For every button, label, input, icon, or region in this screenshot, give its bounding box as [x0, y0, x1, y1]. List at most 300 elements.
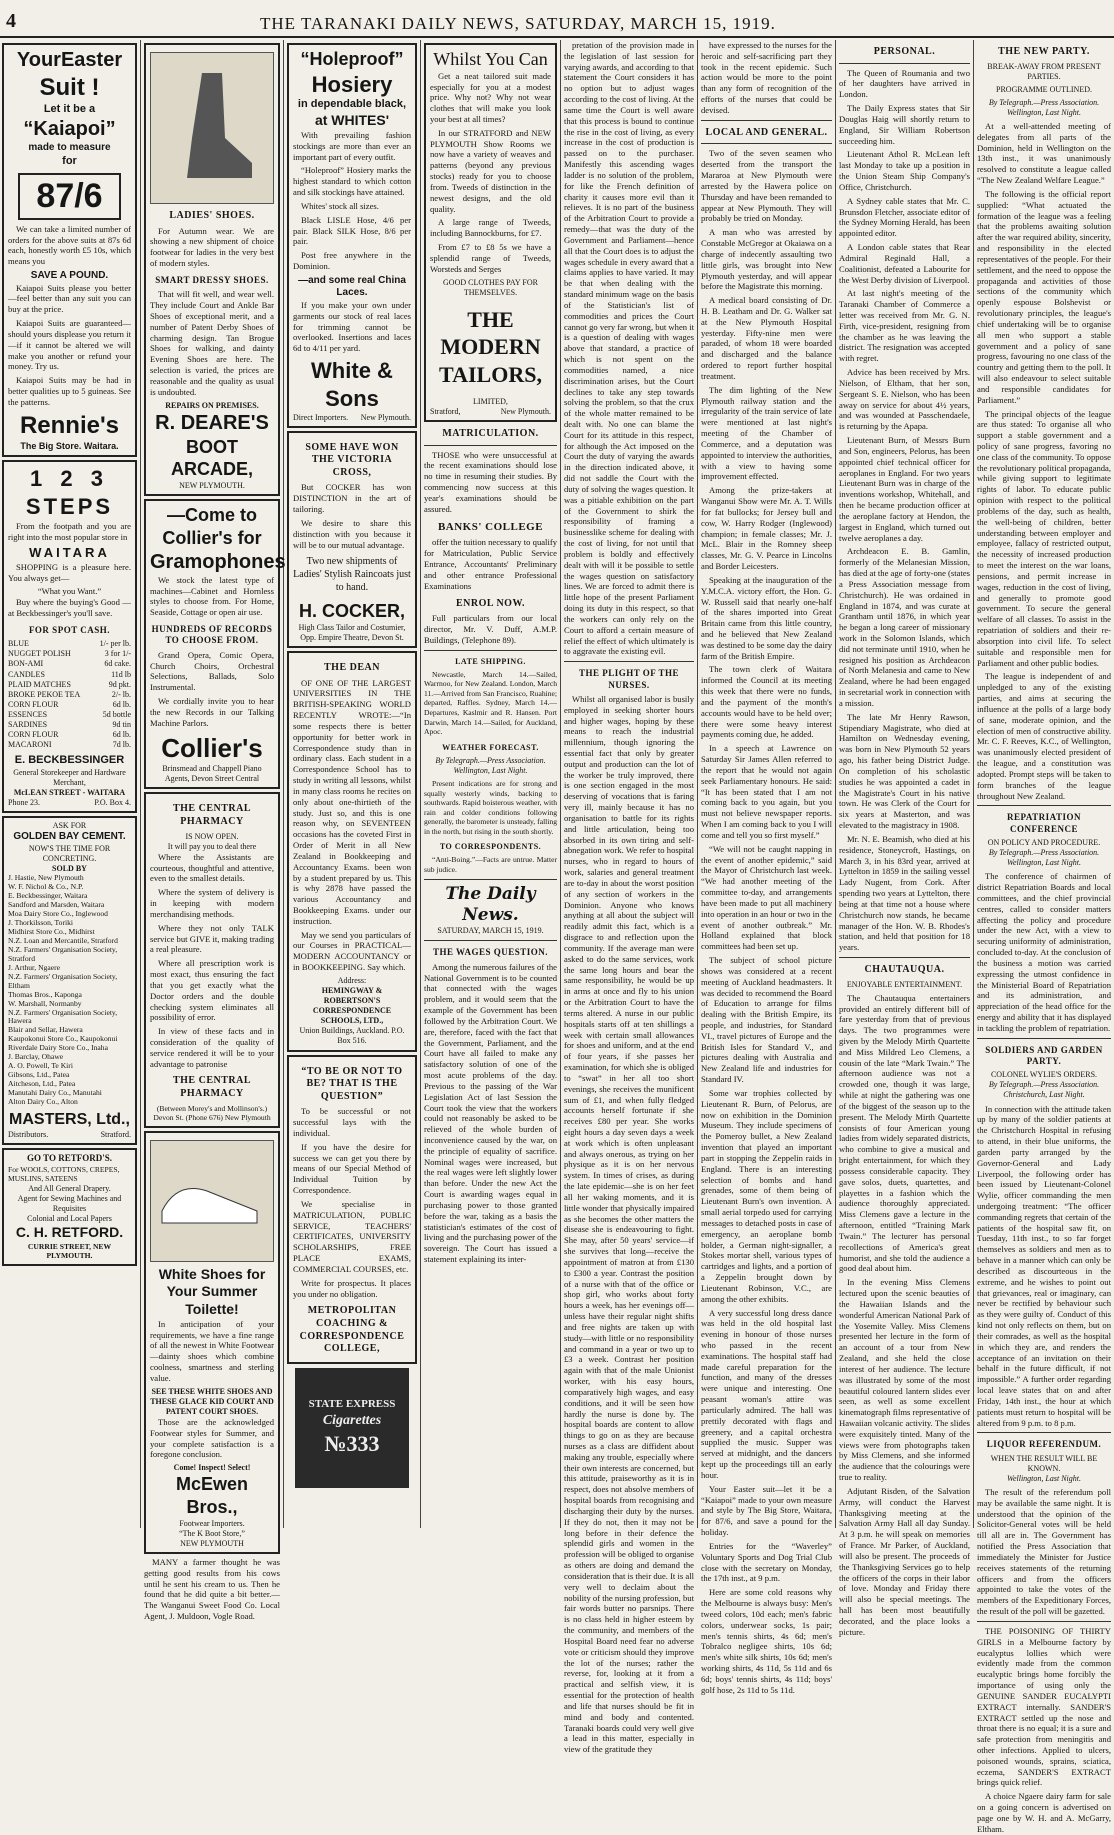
ad-text: ASK FOR — [52, 821, 87, 831]
price-row — [8, 710, 131, 720]
seller: J. Arthur, Ngaere — [8, 962, 60, 972]
dateline: By Telegraph.—Press Association. Christchurch, Last Night. — [988, 1080, 1100, 1100]
divider — [977, 1621, 1111, 1622]
seller: E. Beckbessinger, Waitara — [8, 891, 88, 901]
ad-text: for — [62, 155, 77, 168]
news-item: Archdeacon E. B. Gamlin, formerly of the Melanesian Mission, has died at the age of forty-one (states a Press Association message from Christchurch). He was ordained in England in 1874, and was curate at Grantham until 1876, in which year he began a long career of missionary work in the Solomon Islands, which did not terminate until 1910, when he resigned his position as Archdeacon of North Melanesia and came to New Zealand, where he had been engaged in secretarial work in connection with a mission. — [839, 546, 971, 708]
ad-subhead: SMART DRESSY SHOES. — [155, 274, 269, 285]
ad-text: IS NOW OPEN. — [185, 831, 239, 841]
article-body: The Chautauqua entertainers provided an entirely different bill of fare yesterday from that of previous days. The two programmes were given by the Melody Mirth Quartette and Miss Mildred Leo Clemens, a cousin of the late “Mark Twain.” The afternoon audience was not a crowded one, though it was large, while at night the gathering was one of the biggest of the season up to the present. The Melody Mirth Quartette consists of four American young ladies from widely separated districts, who combine to give a musical and bright entertainment, for which they possess considerable capacity. They gave solos, duets, quartettes, and playettes in a fashion which the audience thoroughly appreciated. Miss Clemens gave a lecture in the afternoon, entitled “Training Mark Twain.” The lecturer has personal recollections of America's great humorist, and she told the audience a good deal about him. — [839, 992, 970, 1274]
ad-body: OF ONE OF THE LARGEST UNIVERSITIES IN THE BRITISH-SPEAKING WORLD RECENTLY WROTE:—“In some respects there is better opportunity for better work in Correspondence study than in ordinary class. Each student in a Correspondence School has to study in writing all lessons, whilst in many class rooms he recites on only about one-thirtieth of the study. Just so, and this is one reason why, on SEVENTEEN occasions has the coveted First in Order of Merit in all New Zealand in Bookkeeping and Accountancy Exams. been won by a student prepared by us. This is why 2878 have passed the various Accountancy and Bookkeeping Exams. under our instruction. — [293, 677, 411, 926]
price-row — [8, 639, 131, 649]
ad-body: But COCKER has won DISTINCTION in the art of tailoring. — [293, 482, 411, 515]
ad-body: We desire to share this distinction with you because it will be to our mutual advantage. — [293, 517, 411, 550]
ad-body: Kaiapoi Suits are guaranteed—should yours displease you return it—if it cannot be altered we will make you another or refund your money. Try us. — [8, 318, 131, 372]
divider — [424, 650, 557, 651]
ad-text: Come! Inspect! Select! — [173, 1463, 251, 1473]
seller: N.Z. Farmers' Organisation Society, Stratford — [8, 944, 118, 963]
article-heading: LOCAL AND GENERAL. — [705, 126, 828, 138]
divider — [839, 957, 970, 958]
seller: Sandford and Marsden, Waitara — [8, 900, 105, 910]
seller: J. Hastie, New Plymouth — [8, 873, 84, 883]
ad-body: Grand Opera, Comic Opera, Church Choirs, Orchestral Selections, Ballads, Solo Instrumental. — [150, 649, 274, 693]
ad-body: Black LISLE Hose, 4/6 per pair. Black SILK Hose, 8/6 per pair. — [293, 214, 411, 247]
store-name: BANKS' COLLEGE — [437, 520, 544, 533]
ad-place: WAITARA — [29, 545, 110, 561]
article-body: The following is the official report supplied: “What actuated the formation of the league was a feeling that the problems awaiting solution after the war required ability, sincerity, and responsibility in the elected representatives of the people. For their settlement, and the need to oppose the propaganda and activities of those sections of the community which openly espouse Bolshevist or revolutionary principles, the league's chief undertaking will be to organise all men who support a stable government and a policy of sane progress, favouring no one class of the country and getting them to the poll. It will also endeavour to select suitable and responsible candidates for Parliament.” — [977, 188, 1111, 405]
item-name: BLUE — [8, 639, 29, 649]
mcewen-ad — [144, 1131, 280, 1554]
ad-body: We specialise in MATRICULATION, PUBLIC SERVICE, TEACHERS' CERTIFICATES, UNIVERSITY SCHOLARSHIPS, FREE PLACE EXAMS, COMMERCIAL COURSES, etc. — [293, 1198, 411, 1274]
cig-number: №333 — [324, 1430, 380, 1456]
article-heading: LIQUOR REFERENDUM. — [986, 1439, 1102, 1450]
ad-body: From £7 to £8 5s we have a splendid range of Tweeds, Worsteds and Serges — [430, 242, 551, 274]
store-sub: “The K Boot Store,” — [179, 1528, 245, 1538]
retford-ad — [2, 1148, 137, 1266]
small-ad: MANY a farmer thought he was getting good results from his cows until he sent his cream to us. Then he found that he did quite a bit better.—The Wanganui Sweet Food Co. Local Agent, J. Muldoon, Vogle Road. — [144, 1556, 280, 1621]
column-8 — [977, 40, 1111, 1834]
store-sub: General Storekeeper and Hardware Merchant, — [13, 767, 126, 788]
ad-text: GOOD CLOTHES PAY FOR THEMSELVES. — [443, 277, 538, 297]
store-name: E. BECKBESSINGER — [14, 754, 125, 767]
item-name: BON-AMI — [8, 659, 44, 669]
news-item: A London cable states that Rear Admiral Reginald Hall, a Coalitionist, defeated a Labourite for the West Derby division of Liverpool. — [839, 242, 970, 285]
article-heading: CHAUTAUQUA. — [864, 964, 945, 976]
dateline: Wellington, Last Night. — [1007, 1473, 1081, 1483]
pharmacy-ad — [144, 792, 280, 1127]
article-heading: REPATRIATION CONFERENCE — [1006, 812, 1081, 834]
article-subheading: PROGRAMME OUTLINED. — [996, 84, 1092, 94]
seller: Riverdale Dairy Store Co., Inaha — [8, 1043, 108, 1053]
news-item: The Daily Express states that Sir Douglas Haig will shortly return to England, Sir William Robertson succeeding him. — [839, 103, 970, 146]
shoe-illustration — [150, 1140, 274, 1262]
article-body: “Anti-Boing.”—Facts are untrue. Matter sub judice. — [424, 855, 557, 874]
item-price: 7d lb. — [112, 740, 131, 750]
news-item: Entries for the “Waverley” Voluntary Sports and Dog Trial Club close with the secretary on Monday, the 17th inst., at 9 p.m. — [701, 1540, 832, 1584]
column-2 — [144, 40, 286, 1621]
modern-tailors-ad — [424, 43, 557, 422]
ad-body: Post free anywhere in the Dominion. — [293, 250, 411, 271]
news-item: A very successful long dress dance was held in the old hospital last evening in honour of those nurses who passed in the recent examinations. The hospital staff had made careful preparation for the function, and many of the dresses were unique and interesting. One peasant woman's attire was particularly admired. The hall was prettily decorated with flags and greenery, and a capital orchestra supplied the music. Supper was served at midnight, and the dancers kept up the proceedings till an early hour. — [701, 1307, 832, 1480]
seller: Alton Dairy Co., Alton — [8, 1097, 78, 1107]
ad-text: Colonial and Local Papers — [27, 1213, 112, 1223]
item-price: 3 for 1/- — [104, 649, 131, 659]
ad-text: Agent for Sewing Machines and Requisites — [17, 1193, 122, 1213]
article-body: At a well-attended meeting of delegates from all parts of the Dominion, held in Wellington on the 13th inst., it was unanimously resolved to constitute a league called “The New Zealand Welfare League.” — [977, 120, 1111, 186]
ad-subhead: HUNDREDS OF RECORDS TO CHOOSE FROM. — [151, 624, 273, 646]
ad-body: Get a neat tailored suit made especially for you at a modest price. Why not? Why not wear clothes that will make you look your best at all times? — [430, 70, 551, 124]
ad-body: Where they not only TALK service but GIVE it, making trading a real pleasure. — [150, 922, 274, 955]
ad-body: If you have the desire for success we can get you there by means of our Special Method of Individual Tuition by Correspondence. — [293, 1141, 411, 1196]
item-name: MACARONI — [8, 740, 52, 750]
ad-body: We can take a limited number of orders for the above suits at 87s 6d each, honestly worth £5 10s, which means you — [8, 223, 131, 267]
store-name: Collier's — [161, 732, 263, 763]
store-addr: (Between Morey's and Mollinson's.) Devon St. (Phone 676) New Plymouth — [153, 1103, 271, 1123]
news-item: The dim lighting of the New Plymouth railway station and the irregularity of the train service of late were mentioned at last night's meeting of the Chamber of Commerce, and a deputation was appointed to interview the authorities, with a view to having some improvement effected. — [701, 384, 832, 482]
divider — [424, 879, 557, 880]
metropolitan-ad — [287, 1055, 417, 1364]
dateline: By Telegraph.—Press Association. Wellington, Last Night. — [435, 755, 546, 775]
ad-body: Kaiapoi Suits please you better—feel better than any suit you can buy at the price. — [8, 282, 131, 315]
kaiapoi-ad — [2, 43, 137, 457]
price-row — [8, 670, 131, 680]
ad-headline: in dependable black, — [297, 98, 407, 111]
shoe-icon — [157, 1171, 267, 1231]
column-rule — [140, 40, 141, 1528]
cig-brand: STATE EXPRESS — [308, 1398, 396, 1411]
ad-body: SHOPPING is a pleasure here. You always get— — [8, 561, 131, 583]
store-name: Rennie's — [19, 411, 120, 439]
item-name: BROKE PEKOE TEA — [8, 689, 81, 699]
store-sub: The Big Store. Waitara. — [20, 441, 119, 451]
ad-headline: GOLDEN BAY CEMENT. — [13, 831, 126, 843]
column-rule — [835, 40, 836, 1528]
seller: Aitcheson, Ltd., Patea — [8, 1079, 76, 1089]
store-phone: Phone 23. — [8, 798, 40, 808]
ad-body: A large range of Tweeds, including Bannockburns, for £7. — [430, 217, 551, 239]
article-body: Among the numerous failures of the National Government is to be counted that connected with the wages problem, and it would seem that the example of the Government has been followed by the Arbitration Court. We are, therefore, faced with the fact that the Government, Parliament, and the Court have all failed to make any satisfactory solution of one of the most acute problems of the day. Previous to the passing of the War Legislation Act of last Session the Court took the view that the workers could not reasonably be asked to be relieved of the whole burden of inconvenience caused by the war, on the principle of equality of sacrifice. Nominal wages were increased, but the real wages were left slightly lower than before. Under the new Act the Court is awarding wages equal in purchasing power to those granted before the war, taking as a basis the statistician's estimates of the cost of living and the purchasing power of the sovereign. The Court has issued a statement explaining its inter- — [424, 961, 557, 1265]
store-place: NEW PLYMOUTH. — [179, 481, 245, 491]
column-rule — [283, 40, 284, 1528]
paper-nameplate: The Daily News. — [445, 883, 536, 925]
article-body: In connection with the attitude taken up by many of the soldier patients at the Christchurch Hospital in refusing to attend, in their blue uniforms, the garden party arranged by the Governor-General and Lady Liverpool, the following order has been issued by Lieutenant-Colonel Wylie, officer commanding the men undergoing treatment: “The officer commanding regrets that certain of the patients of the hospital saw fit, on Tuesday, 11th inst., to so far forget themselves as soldiers and men as to behave in a manner which can only be described as discourteous in the extreme, and he wishes to point out that grievances, real or imaginary, can never be rectified by behaviour such as they were guilty of. Conduct of this kind not only reflects on them, but on their comrades, as well as the hospital in which they are, and renders the acceptance of an invitation on their behalf in the future difficult, if not impossible.” A further order regarding local leave states that on and after Friday, 14th inst., the hour at which patients must return to hospital will be altered from 9 p.m. to 8 p.m. — [977, 1103, 1111, 1428]
article-heading: PERSONAL. — [873, 46, 936, 57]
price-row — [8, 720, 131, 730]
news-item: Mr. N. E. Beamish, who died at his residence, Stoneycroft, Hastings, on March 3, in his 83rd year, arrived at Lyttelton in 1859 in the sailing vessel Lady Nugent, from Cork. After spending two years at Lyttelton, there being at that time not a house where Christchurch now stands, he became manager of the Hon. W. B. Rhodes's station, and held that position for 18 years. — [839, 833, 970, 953]
article-body: Present indications are for strong and squally westerly winds, backing to southwards. Rapid boisterous weather, with rain and colder conditions following generally, the barometer is unsteady, falling in the north, but rising in the south shortly. — [424, 778, 557, 836]
store-place: NEW PLYMOUTH — [180, 1538, 244, 1548]
news-item: A medical board consisting of Dr. H. B. Leatham and Dr. G. Walker sat at the New Plymouth Hospital yesterday. Fifty-nine men were paraded, of whom 18 were boarded and discharged and the balance ordered to report further hospital treatment. — [701, 295, 832, 381]
column-rule — [420, 40, 421, 1528]
news-item: Some war trophies collected by Lieutenant R. Burn, of Pelorus, are now on exhibition in the Dominion Museum. They include specimens of the Pomeroy bullet, a New Zealand invention that played an important part in stopping the Zeppelin raids in England. There is an interesting selection of bombs and hand grenades, some of them being of Lieutenant Burn's own invention. A small aerial torpedo used for carrying messages to detached posts in case of emergency, an aeroplane bomb holder, a German night-signaller, a Stokes mortar shell, various types of cartridges and lights, and a portion of a Zeppelin brought down by Lieutenant Robinson, V.C., are among the other exhibits. — [701, 1087, 832, 1304]
news-item: A Sydney cable states that Mr. C. Brunsdon Fletcher, associate editor of the Sydney Morning Herald, has been appointed editor. — [839, 195, 970, 239]
ad-text: NOW'S THE TIME FOR CONCRETING. — [28, 843, 111, 864]
ad-subhead: Two new shipments of Ladies' Stylish Raincoats just to hand. — [293, 556, 411, 593]
item-name: CORN FLOUR — [8, 699, 59, 709]
store-name: BOOT ARCADE, — [170, 436, 253, 480]
shoe-illustration — [150, 52, 274, 204]
ad-headline: White Shoes for — [158, 1265, 266, 1282]
ad-headline: THE CENTRAL PHARMACY — [172, 803, 251, 827]
ad-headline: Gramophones — [150, 550, 286, 573]
column-rule — [560, 40, 561, 1528]
ad-subhead: —and some real China Laces. — [298, 274, 406, 299]
item-name: CANDLES — [8, 669, 45, 679]
ad-body: Write for prospectus. It places you under no obligation. — [293, 1277, 411, 1299]
ad-subhead: SAVE A POUND. — [30, 270, 109, 282]
brand-name: MASTERS, Ltd., — [9, 1110, 130, 1128]
column-1 — [2, 40, 137, 1524]
store-name: METROPOLITAN COACHING & CORRESPONDENCE COLLEGE, — [299, 1305, 405, 1355]
item-price: 5d bottle — [102, 709, 131, 719]
article-body: The conference of chairmen of district Repatriation Boards and local committees, and the chief provincial centres, called to consider matters affecting the policy and procedure under the new Act, with a view to securing uniformity of administration, concluded to-day. At the conclusion of the business a motion was carried expressing the utmost confidence in the Ministerial Board of Repatriation and its administration, and appreciation of the head office for the energy and ability that it has displayed in tackling the problem of repatriation. — [977, 871, 1111, 1033]
ad-body: THOSE who were unsuccessful at the recent examinations should lose no time in resuming their studies. By commencing now success at this year's examinations should be assured. — [424, 449, 557, 514]
column-7 — [839, 40, 971, 1637]
column-5 — [564, 40, 694, 1755]
item-price: 11d lb — [111, 669, 131, 679]
news-item: Lieutenant Athol R. McLean left last Monday to take up a position in the Union Steam Ship Company's Office, Christchurch. — [839, 149, 970, 192]
item-price: 1/- per lb. — [99, 639, 131, 649]
ad-headline: 1 2 3 — [30, 466, 109, 492]
article-subheading: ENJOYABLE ENTERTAINMENT. — [846, 979, 963, 989]
seller: Blair and Sellar, Hawera — [8, 1025, 83, 1035]
news-item: A man who was arrested by Constable McGregor at Okaiawa on a charge of indecently assaulting two little girls, was brought into New Plymouth yesterday, and will appear before the Magistrate this morning. — [701, 227, 832, 292]
personal-news-list — [839, 68, 970, 953]
store-sub: LIMITED, — [473, 396, 508, 406]
store-place: New Plymouth. — [500, 406, 551, 416]
local-news-list — [701, 148, 832, 1695]
price-row — [8, 740, 131, 750]
article-subheading: COLONEL WYLIE'S ORDERS. — [990, 1070, 1098, 1080]
store-name: McEwen Bros., — [175, 1474, 249, 1517]
small-ad: A choice Ngaere dairy farm for sale on a going concern is advertised on page one by W. H. and A. McGarry, Eltham. — [977, 1791, 1111, 1834]
paper-date: SATURDAY, MARCH 15, 1919. — [437, 926, 544, 936]
item-name: ESSENCES — [8, 709, 48, 719]
seller: J. Barclay, Ohawe — [8, 1052, 64, 1062]
seller: N.Z. Farmers' Organisation Society, Eltham — [8, 971, 118, 990]
seller: Moa Dairy Store Co., Inglewood — [8, 909, 108, 919]
cement-ad — [2, 816, 137, 1145]
news-item: At last night's meeting of the Taranaki Chamber of Commerce a letter was received from Mr. G. N. Firth, vice-president, resigning from the chamber as he was leaving the district. The resignation was accepted with regret. — [839, 288, 970, 364]
item-name: PLAID MATCHES — [8, 679, 71, 689]
ad-body: From the footpath and you are right into the most popular store in — [8, 520, 131, 542]
ad-headline: Whilst You Can — [433, 49, 548, 69]
price-row — [8, 649, 131, 659]
item-price: 9d pkt. — [108, 679, 131, 689]
page-number: 4 — [6, 10, 16, 32]
cocker-ad — [287, 431, 417, 648]
store-name: R. DEARE'S — [155, 411, 269, 434]
ad-headline: SOME HAVE WON THE VICTORIA CROSS, — [305, 441, 399, 478]
masthead-rule — [0, 36, 1114, 38]
ad-subhead: FOR SPOT CASH. — [28, 624, 111, 635]
ad-quote: “What you Want.” — [37, 586, 102, 597]
article-subheading: ON POLICY AND PROCEDURE. — [987, 837, 1101, 847]
price-row — [8, 690, 131, 700]
ad-body: “Holeproof” Hosiery marks the highest standard to which cotton and silk stockings have attained. — [293, 165, 411, 198]
article-body: Adjutant Risden, of the Salvation Army, will conduct the Harvest Thanksgiving meeting at the Salvation Army Hall all day Sunday. At 3 p.m. he will speak on memories of France. Mr Parker, of Auckland, will also be present. The proceeds of the Thanksgiving Services go to help the officers of the corps in their labor of love. Monday and Friday there will also be special meetings. The hall has been most beautifully decorated, and the place looks a picture. — [839, 1485, 970, 1637]
ad-body: Whites' stock all sizes. — [301, 200, 379, 211]
store-addr: CURRIE STREET, NEW PLYMOUTH. — [27, 1241, 112, 1261]
item-name: NUGGET POLISH — [8, 649, 71, 659]
store-sub: Footwear Importers. — [179, 1518, 245, 1528]
news-item: The Queen of Roumania and two of her daughters have arrived in London. — [839, 67, 970, 100]
ad-text: Address: — [337, 975, 367, 985]
article-body: The league is independent of and unpledged to any of the existing parties, and aims at securing the influence at the polls of a large body of sane, moderate opinion, and the election of men of constructive ability. Mr. C. F. Reeves, K.C., of Wellington, was unanimously elected president of the league, and a constitution was adopted. Prompt steps will be taken to form branches of the league throughout New Zealand. — [977, 671, 1111, 801]
section-heading: LATE SHIPPING. — [455, 656, 526, 666]
divider — [564, 661, 694, 662]
article-body: have expressed to the nurses for the heroic and self-sacrificing part they took in the recent epidemic. Such action would be more to the point than any form of recognition of the efforts of the nurses that could be devised. — [701, 40, 832, 115]
ad-headline: Suit ! — [39, 74, 100, 102]
brand-place: Stratford. — [100, 1130, 131, 1140]
seller: W. F. Nichol & Co., N.P. — [8, 882, 84, 892]
ad-headline: —Come to — [167, 505, 257, 526]
column-rule — [697, 40, 698, 1528]
ad-body: Full particulars from our local director, Mr. V. Duff, A.M.P. Buildings, (Telephone 89). — [424, 613, 557, 645]
column-6 — [701, 40, 832, 1695]
divider — [977, 1432, 1111, 1433]
item-price: 6d lb. — [112, 729, 131, 739]
ad-price: 87/6 — [18, 173, 121, 220]
ad-body: Those are the acknowledged Footwear styles for Summer, and your complete satisfaction is a foregone conclusion. — [150, 1416, 274, 1460]
news-item: Two of the seven seamen who deserted from the transport the Mararoa at New Plymouth were arrested by the Hawera police on Thursday and have been remanded to appear at New Plymouth. They will probably be tried on Monday. — [701, 148, 832, 224]
deare-ad — [144, 43, 280, 496]
ad-headline: STEPS — [25, 494, 114, 520]
news-item: Here are some cold reasons why the Melbourne is always busy: Men's tweed colors, 10d each; men's fabric colors, underwear socks, 1s pair; men's tennis shirts, 4s 6d; men's Tobralco negligee shirts, 10s 6d; men's white silk shirts, 10s 6d; men's working shirts, 4s 11d, 5s 11d and 6s 6d; boys' tennis shirts, 4s 11d; boys' golf hose, 2s 11d to 5s 11d. — [701, 1587, 832, 1695]
ad-headline: YourEaster — [16, 49, 123, 71]
seller: Gibsons, Ltd., Patea — [8, 1070, 70, 1080]
ad-body: Where the Assistants are courteous, thoughtful and attentive, even to the smallest details. — [150, 851, 274, 884]
store-name: White & Sons — [311, 358, 393, 411]
holeproof-ad — [287, 43, 417, 428]
store-sub: Direct Importers. — [293, 412, 349, 422]
ad-body: May we send you particulars of our Courses in PRACTICAL—MODERN ACCOUNTANCY or in BOOKKEEPING. Say which. — [293, 929, 411, 973]
newspaper-title: THE TARANAKI DAILY NEWS, SATURDAY, MARCH 15, 1919. — [260, 14, 776, 33]
ad-headline: “Holeproof” — [300, 49, 404, 69]
news-item: Among the prize-takers at Wanganui Show were Mr. A. T. Wills for fat bullocks; for Jersey bull and cow, W. Harry Rodger (Inglewood) champion; in female classes; Mr. J. McL. Blair in the Romney sheep classes, Mr. G. V. Pearce in Lincolns and Border Leicesters. — [701, 485, 832, 572]
section-heading: TO CORRESPONDENTS. — [439, 842, 542, 852]
divider — [977, 805, 1111, 806]
store-addr: McLEAN STREET - WAITARA — [13, 788, 126, 798]
ad-body: offer the tuition necessary to qualify for Matriculation, Public Service Entrance, Accountants' Preliminary and other entrance Professional Examinations — [424, 537, 557, 591]
ad-body: In anticipation of your requirements, we have a fine range of all the newest in White Footwear—dainty shoes which combine coolness, smartness and sterling value. — [150, 1318, 274, 1383]
seller: W. Marshall, Normanby — [8, 998, 82, 1008]
article-heading: THE WAGES QUESTION. — [432, 947, 549, 958]
divider — [839, 63, 970, 64]
divider — [424, 940, 557, 941]
ad-text: Let it be a — [43, 103, 96, 116]
store-name: H. COCKER, — [298, 601, 405, 622]
ad-text: SOLD BY — [52, 864, 87, 874]
seller: Midhirst Store Co., Midhirst — [8, 926, 95, 936]
item-name: SARDINES — [8, 719, 48, 729]
article-heading: THE NEW PARTY. — [998, 46, 1090, 57]
divider — [424, 445, 557, 446]
ad-body: For Autumn wear. We are showing a new shipment of choice footwear for ladies in the very best of modern styles. — [150, 225, 274, 269]
ad-body: Where the system of delivery is in keeping with modern merchandising methods. — [150, 887, 274, 919]
article-heading: SOLDIERS AND GARDEN PARTY. — [985, 1044, 1103, 1066]
ad-headline: LADIES' SHOES. — [169, 210, 255, 221]
price-row — [8, 730, 131, 740]
cigarette-ad — [295, 1368, 409, 1488]
store-addr: Brinsmead and Chappell Piano Agents, Devon Street Central — [162, 764, 262, 784]
item-name: CORN FLOUR — [8, 729, 59, 739]
price-list — [8, 639, 131, 750]
ad-headline: Collier's for — [162, 527, 262, 548]
article-body: Newcastle, March 14.—Sailed, Warrnoo, for New Zealand. London, March 11.—Arrived from San Francisco, Ruahine; departed, Raffles. Sydney, March 14.—Departures, Kaslmir and R. Hansen. Port Darwin, March 14.—Sailed, for Auckland, Apoc. — [424, 669, 558, 737]
store-sub: High Class Tailor and Costumier, Opp. Empire Theatre, Devon St. — [298, 622, 406, 642]
news-item: The late Mr Henry Rawson, Stipendiary Magistrate, who died at Hamilton on Wednesday evening, was born in New Plymouth 52 years ago, his father being District Judge. On completion of his scholastic studies he was appointed a cadet in the Magistrate's Court in his native town. He was Clerk of the Court for six years at Masterton, and was elevated to the magistracy in 1908. — [839, 711, 970, 831]
news-item: Lieutenant Burn, of Messrs Burn and Son, engineers, Pelorus, has been appointed chief technical officer for aeroplanes in England. For two years Lieutenant Burn was in charge of the inventions workshop, Whitehall, and then he became production officer at the aeroplane factory at Hendon, the largest in England, which turned out twelve aeroplanes a day. — [839, 435, 970, 543]
ad-body: If you make your own under garments our stock of real laces for trimming cannot be overlooked. Insertions and laces 6d to 4/11 per yard. — [293, 300, 411, 354]
chautauqua-article — [839, 993, 970, 1638]
divider — [977, 1038, 1111, 1039]
article-body: The result of the referendum poll may be available the same night. It is understood that the opinion of the Solicitor-General votes will be held till all are in. The Government has notified the Press Association that immediately the Minister for Justice receives statements of the returning officers and from the officers appointed to take the votes of the members of the Expeditionary Forces, the result of the poll will be gazetted. — [977, 1486, 1111, 1617]
ad-body: Kaiapoi Suits may be had in better qualities up to 5 guineas. See the patterns. — [8, 375, 131, 407]
seller: N.Z. Loan and Mercantile, Stratford — [8, 935, 118, 945]
ad-headline: “TO BE OR NOT TO BE? THAT IS THE QUESTION” — [301, 1065, 403, 1102]
news-item: In a speech at Lawrence on Saturday Sir James Allen referred to the report that he would not again seek Parliamentary honours. He said: “It has been stated that I am not coming back to you again, but you must not believe newspaper reports. When I am coming back to you I will come and tell you so first myself.” — [701, 743, 832, 840]
seller: Thomas Bros., Kaponga — [8, 989, 82, 999]
ad-body: Buy where the buying's Good —at Beckbessinger's you'll save. — [8, 597, 131, 619]
ad-text: It will pay you to deal there — [167, 841, 257, 851]
cig-sub: Cigarettes — [322, 1413, 382, 1428]
seller: Manutahi Dairy Co., Manutahi — [8, 1088, 102, 1098]
masthead — [0, 0, 1114, 36]
ad-body: That will fit well, and wear well. They include Court and Ankle Bar Shoes of exceptional merit, and a number of Patent Derby Shoes of charming design. Tan Brogue Shoes for walking, and dainty Evening Shoes are here. The selection is varied, the prices are reasonable and the quality as usual is undoubted. — [150, 289, 274, 397]
article-subheading: BREAK-AWAY FROM PRESENT PARTIES. — [987, 61, 1101, 81]
brand-sub: Distributors. — [8, 1130, 49, 1140]
colliers-ad — [144, 499, 286, 789]
ad-body: To be successful or not successful lays with the individual. — [293, 1106, 411, 1138]
divider — [701, 143, 832, 144]
ad-headline: Your Summer — [166, 1283, 258, 1300]
seller: J. Thorkilsson, Toriki — [8, 917, 74, 927]
ad-headline: Hosiery — [311, 71, 393, 97]
store-place: Stratford, — [430, 406, 461, 416]
small-ad: THE POISONING OF THIRTY GIRLS in a Melbourne factory by eucalyptus lollies which were evidently made from the common eucalyptic brings home forcibly the importance of using only the GENUINE SANDER EUCALYPTI EXTRACT internally. SANDER'S EXTRACT settled up the nose and throat there is no equal; it is a sure and safe protection from meningitis and other infections. Applied to ulcers, poisoned wounds, sprains, sciatica, eczema, SANDER'S EXTRACT brings quick relief. — [977, 1625, 1111, 1788]
article-body: Whilst all organised labor is busily employed in seeking shorter hours and higher wages, hoping by these means to reach the industrial millennium, though ignoring the essential fact that only by greater output and production can the lot of the worker be truly improved, there is one section engaged in the most deserving of vocations that is faring very ill, mainly because it has no organisation to battle for its rights and little articulation, being too absorbed in its own tiring and self-abnegation work. We refer to hospital nurses, who in regard to hours of work, salaries and general treatment are to-day in about the worst position of any section of workers in the Dominion. Anyone who knows anything at all about the subject will readily admit this fact, which is a disgrace to and reflection upon the community. If the average man were asked to do the same services, work the same long hours and bear the same responsibility, he would be up in arms at once and fly to his union or the Arbitration Court to have the terms altered. A nurse in our public hospitals starts off at ten shillings a week with certain small allowances for shoes and uniform, and at the end of four years, if she passes her examination, for which she is obliged to “swat” in her all too short evenings, she receives the munificent sum of £1, and when fully fledged accounts herself fortunate if she receives £80 per year. She works eight hours a day seven days a week at work which is often unpleasant and always onerous, as trying on her physique as it is on her nervous system. In times of crises, as during the late epidemic—she is on her feet all her waking moments, and it is little wonder that physically impaired as she becomes the other matters the disease she is endeavouring to fight. She may, after 50 years' service—if she survives that long—receive the appointment of matron at from £130 to £300 a year. Contrast the position of a nurse with that of the office or shop girl, who works about forty hours a week, has her evenings off—unless have their regular night shifts and free nights are taken up with study—with little or no responsibility and command in a year or two up to £3 a week. Contrast her position again with that of the male Unionist worker, with his easy hours, comparatively high wages, and easy conditions, and it will be seen how hardly the nurse is done by. The hospital boards are content to allow things to go on as they are because nurses as a class are diffident about making any trouble, especially where their own interests are concerned, but this attitude, praiseworthy as it is in respect, does not absolve members of hospital boards from recognising and discharging their duty by the nurses. If they do not, then it may not be long before in their defence the splendid girls and women in the profession will be obliged to organise as others are doing and demand the consideration that is their due. It is all very well to declaim about the nobility of the nursing profession, but fair words butter no parsnips. There is no class held in higher esteem by the community, and members of the Hospital Board need fear no adverse vote or criticism should they improve the lot of the nurses; rather the reverse, for, looking at it from a practical and selfish view, it is essential for the protection of health and life that nurses should be fit in mind and body and contented. Taranaki boards could very well give a lead in this matter, especially in view of the gratitude they — [564, 693, 694, 1755]
ad-headline: at WHITES' — [314, 112, 390, 129]
ad-text: And All General Drapery. — [28, 1183, 111, 1193]
ad-body: With prevailing fashion stockings are more than ever an important part of every outfit. — [293, 129, 411, 162]
ad-text: For WOOLS, COTTONS, CREPES, MUSLINS, SATEENS — [8, 1164, 120, 1184]
ad-body: In our STRATFORD and NEW PLYMOUTH Show Rooms we now have a variety of weaves and patterns (beyond any previous stocks) ready for you to choose from. Tweeds of distinction in the newest designs, and the old quality. — [430, 127, 551, 214]
store-addr: Union Buildings, Auckland. P.O. Box 516. — [299, 1026, 405, 1046]
seller-list — [8, 874, 131, 1107]
item-price: 6d cake. — [104, 659, 131, 669]
price-row — [8, 700, 131, 710]
ad-body: Where all prescription work is most exact, thus ensuring the fact that you get exactly what the Doctor orders and the double checking system eliminates all possibility of error. — [150, 958, 274, 1023]
news-item: Advice has been received by Mrs. Nielson, of Eltham, that her son, Sergeant S. E. Nielson, who has been away on service for about 4½ years, and was wounded at Passchendaele, is returning by the Apapa. — [839, 367, 970, 432]
store-name: HEMINGWAY & ROBERTSON'S CORRESPONDENCE SCHOOLS, LTD., — [312, 986, 392, 1026]
ad-text: REPAIRS ON PREMISES. — [165, 400, 259, 410]
ad-body: We cordially invite you to hear the new Records in our Talking Machine Parlors. — [150, 696, 274, 728]
steps-ad — [2, 460, 137, 813]
ad-headline: GO TO RETFORD'S. — [27, 1153, 112, 1164]
article-body: The principal objects of the league are thus stated: To organise all who support a stable government and a policy of sane progress, favoring no one class of the community. To oppose the revolutionary political propaganda, while giving support to legitimate rights of labor. To educate public opinion with respect to the political problems of the day, such as health, the well-being of children, better understanding between employer and employee, fallacy of restricted output, the necessity of increased production to meet the interest on the war loans, pensions, and permit increase in wages, reduction in the cost of living, and generally to promote good government. To secure the general welfare of all classes. To assist in the repatriation of soldiers and their re-absorption into civil life. To select suitable and responsible men for Parliament and other public bodies. — [977, 408, 1111, 668]
store-place: New Plymouth. — [360, 412, 411, 422]
article-heading: THE PLIGHT OF THE NURSES. — [578, 668, 680, 690]
article-body: pretation of the provision made in the legislation of last session for varying awards, and according to that statement the Court considers it has no option but to adjust wages according to the cost of living. At the same time the Court is well aware that this process is bound to continue the rise in the cost of living, as every increase in the cost of production is passed on to the purchaser. Manifestly this ascending wages ladder is no solution of the problem, for like the French definition of charity it causes more evil than it relieves. It is no part of the business of the Arbitration Court to provide a remedy—that was the duty of the Government and Parliament—hence all that the Court does is to adjust the wages schedule in every award that a claims applies to have varied. It may be that when dealing with the standard minimum wage on the basis of the Statistician's list of commodities and prices the Court cannot go very far wrong, but when it is a question of dealing with wages above that standard, a practice of which is not spent on the commodities named, a nice discrimination arises, but the Court declines to take any step towards solving the problem, so that the crux of the whole matter remained to be dealt with. No one can blame the Court for its attitude in this respect, for although the Act imposed on the Court the duty of varying the awards in the direction indicated above, it did not saddle the Court with the duty of solving the wages question. It was a pitiable exhibition on the part of the Government to shirk the responsibility of framing a businesslike scheme for dealing with the cost of living, for not until that problem is boldly and effectively dealt with will it be possible to settle the wages question on satisfactory lines. We are forced to admit there is little hope of the present Parliament doing its duty in this respect, so that the workers can only rely on the Court to afford a certain measure of relief the effect of which ultimately is to aggravate the existing evil. — [564, 40, 694, 657]
dean-ad — [287, 651, 417, 1052]
article-body: In the evening Miss Clemens lectured upon the scenic beauties of the Hawaiian Islands and the wonderful American National Park of the Yosemite Valley. Miss Clemens presented her lecture in the form of an account of a tour from New Zealand, and she held the close interest of her audience. The lecture was illustrated by some of the most beautiful coloured lantern slides ever seen, as well as some excellent kinematograph films representative of Hawaiian volcanic activity. The slides were exquisitely tinted. Many of the views were from photographs taken by Miss Clemens, and she informed the audience that the colourings were true to reality. — [839, 1277, 971, 1483]
ad-subhead: SEE THESE WHITE SHOES AND THESE GLACE KID COURT AND PATENT COURT SHOES. — [150, 1386, 274, 1416]
seller: Kaupokonui Store Co., Kaupokonui — [8, 1034, 118, 1044]
ad-body: In view of these facts and in consideration of the quality of service rendered it will be to your advantage to patronise — [150, 1026, 274, 1069]
store-box: P.O. Box 4. — [94, 798, 131, 808]
item-price: 6d lb. — [112, 699, 131, 709]
column-rule — [973, 40, 974, 1528]
ad-text: made to measure — [28, 142, 111, 154]
item-price: 9d tin — [112, 719, 131, 729]
news-item: Speaking at the inauguration of the Y.M.C.A. victory effort, the Hon. G. W. Russell said that nearly one-half of the shares imported into Great Britain came from this little country, and he believed that New Zealand was destined to be some day the dairy farm of the British Empire. — [701, 574, 832, 661]
seller: A. O. Powell, Te Kiri — [8, 1061, 73, 1071]
ad-subhead: ENROL NOW. — [455, 597, 526, 609]
store-name: C. H. RETFORD. — [15, 1223, 124, 1240]
dateline: By Telegraph.—Press Association. Wellington, Last Night. — [988, 97, 1100, 117]
item-price: 2/- lb. — [111, 689, 131, 699]
ad-headline: Toilette! — [185, 1301, 239, 1318]
news-item: “We will not be caught napping in the event of another epidemic,” said the Mayor of Christchurch last week. “We had another meeting of the committee to-day, and arrangements have been made to put all machinery into operation in an hour or two in the event of another outbreak.” Mr. Holland explained that block committees had been set up. — [701, 843, 832, 952]
price-row — [8, 680, 131, 690]
column-3 — [287, 40, 417, 1524]
price-row — [8, 659, 131, 669]
ad-headline: “Kaiapoi” — [23, 118, 116, 141]
article-subheading: WHEN THE RESULT WILL BE KNOWN. — [990, 1453, 1098, 1473]
seller: N.Z. Farmers' Organisation Society, Hawera — [8, 1007, 118, 1026]
store-name: THE MODERN TAILORS, — [439, 306, 542, 388]
